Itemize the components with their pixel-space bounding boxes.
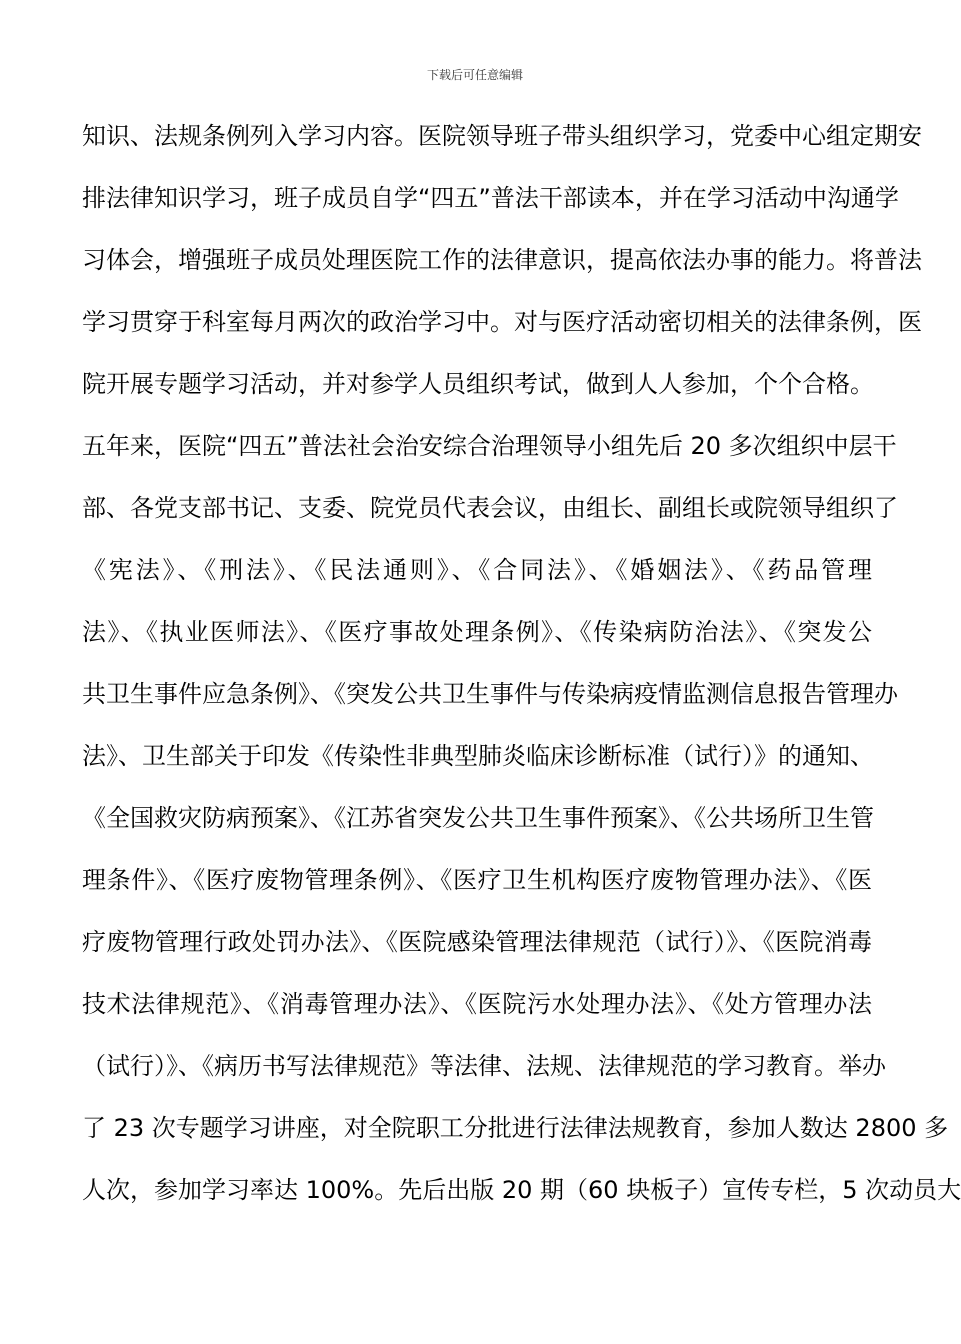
- text-line: 共卫生事件应急条例》、《突发公共卫生事件与传染病疫情监测信息报告管理办: [82, 680, 898, 708]
- text-line: 人次，参加学习率达 100%。先后出版 20 期（60 块板子）宣传专栏，5 次动员大: [82, 1176, 961, 1204]
- body-text: [82, 114, 961, 1230]
- text-line: 法》、《执业医师法》、《医疗事故处理条例》、《传染病防治法》、《突发公: [82, 618, 872, 646]
- text-line: 疗废物管理行政处罚办法》、《医院感染管理法律规范（试行）》、《医院消毒: [82, 928, 872, 956]
- text-line: 《宪法》、《刑法》、《民法通则》、《合同法》、《婚姻法》、《药品管理: [82, 556, 872, 584]
- text-line: 习体会，增强班子成员处理医院工作的法律意识，提高依法办事的能力。将普法: [82, 246, 922, 274]
- text-line: 理条件》、《医疗废物管理条例》、《医疗卫生机构医疗废物管理办法》、《医: [82, 866, 872, 894]
- text-line: 学习贯穿于科室每月两次的政治学习中。对与医疗活动密切相关的法律条例，医: [82, 308, 922, 336]
- text-line: 五年来，医院“四五”普法社会治安综合治理领导小组先后 20 多次组织中层干: [82, 432, 897, 460]
- text-line: 院开展专题学习活动，并对参学人员组织考试，做到人人参加，个个合格。: [82, 370, 874, 398]
- text-line: 排法律知识学习，班子成员自学“四五”普法干部读本，并在学习活动中沟通学: [82, 184, 899, 212]
- text-line: 技术法律规范》、《消毒管理办法》、《医院污水处理办法》、《处方管理办法: [82, 990, 872, 1018]
- text-line: 了 23 次专题学习讲座，对全院职工分批进行法律法规教育，参加人数达 2800 多: [82, 1114, 949, 1142]
- text-line: 知识、法规条例列入学习内容。医院领导班子带头组织学习，党委中心组定期安: [82, 122, 922, 150]
- text-line: 《全国救灾防病预案》、《江苏省突发公共卫生事件预案》、《公共场所卫生管: [82, 804, 874, 832]
- text-line: 法》、卫生部关于印发《传染性非典型肺炎临床诊断标准（试行）》的通知、: [82, 742, 874, 770]
- page-header: 下载后可任意编辑: [426, 68, 523, 82]
- text-line: 部、各党支部书记、支委、院党员代表会议，由组长、副组长或院领导组织了: [82, 494, 898, 522]
- text-line: （试行）》、《病历书写法律规范》等法律、法规、法律规范的学习教育。举办: [82, 1052, 886, 1080]
